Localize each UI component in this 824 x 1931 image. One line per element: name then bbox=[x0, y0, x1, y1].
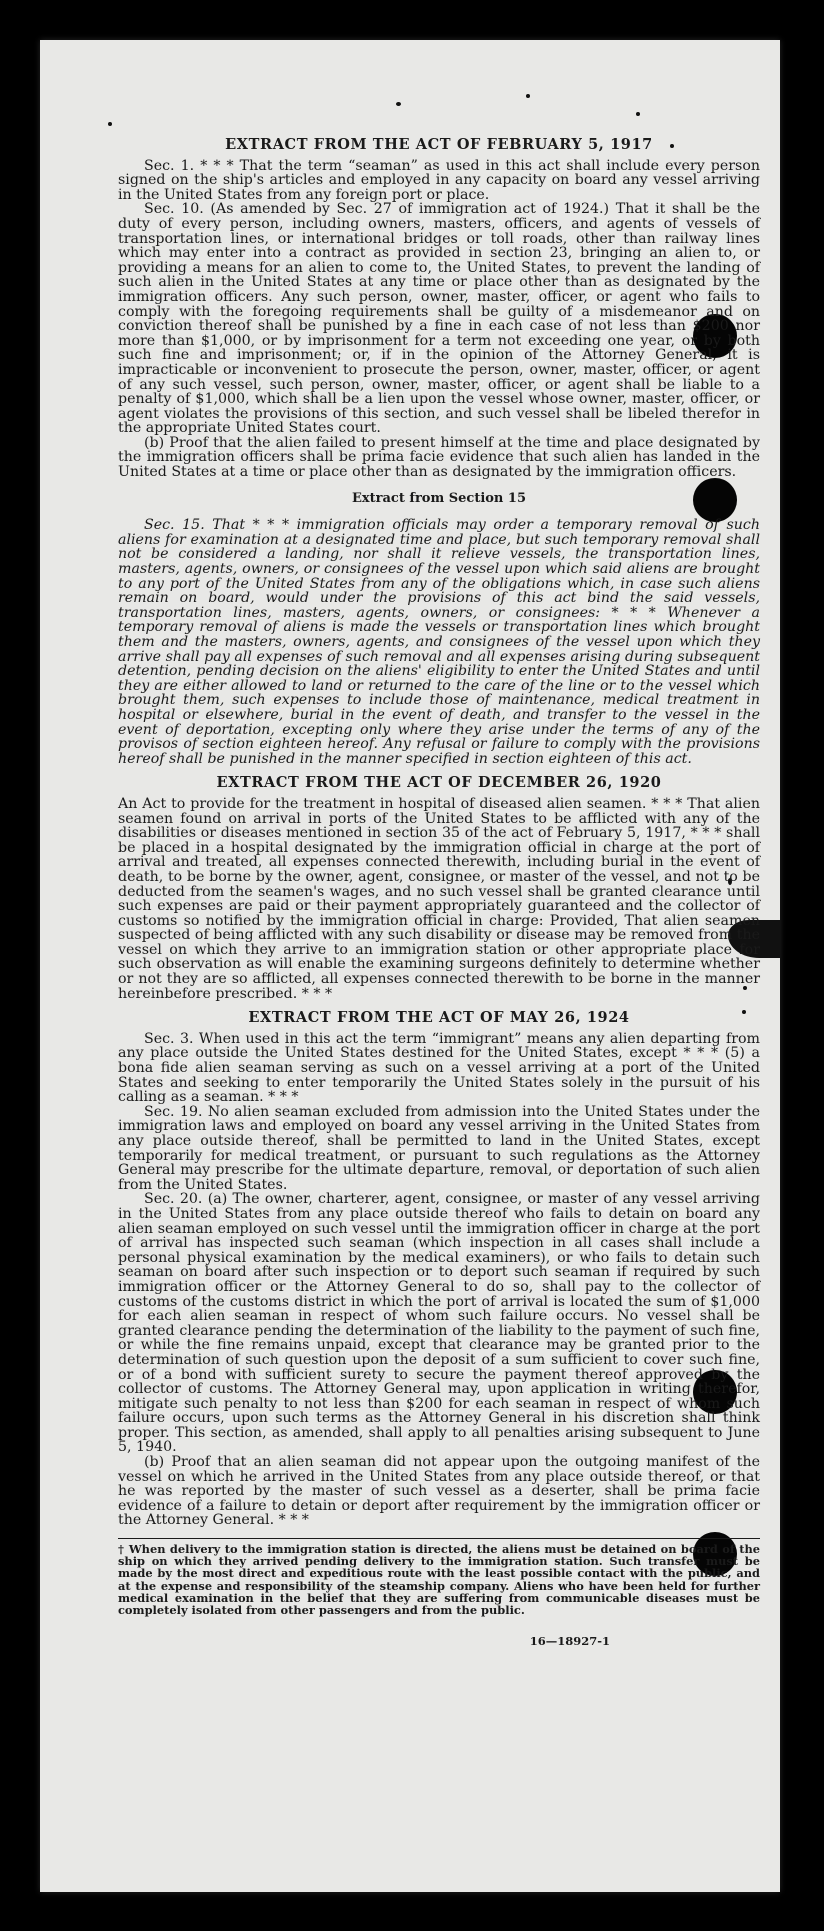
speck bbox=[396, 102, 401, 106]
sec-3-paragraph: Sec. 3. When used in this act the term “immigrant” means any alien departing from any place outside the United States destined for the United States, except * * * (5) a bona fide alien seaman serving as such on a vessel arriving at a port of the United States and seeking to enter temporarily the United States solely in the pursuit of his calling as a seaman. * * * bbox=[118, 1030, 760, 1106]
sec-1-paragraph: Sec. 1. * * * That the term “seaman” as used in this act shall include every person signed on the ship's articles and employed in any capacity on board any vessel arriving in the United States from any foreign port or place. bbox=[118, 157, 760, 203]
sec-15-paragraph: Sec. 15. That * * * immigration officials may order a temporary removal of such aliens for examination at a designated time and place, but such temporary removal shall not be considered a landing, nor shall it relieve vessels, the transportation lines, masters, agents, owners, or consignees of the vessel upon which said aliens are brought to any port of the United States from any of the obligations which, in case such aliens remain on board, would under the provisions of this act bind the said vessels, transportation lines, masters, agents, owners, or consignees: * * * Whenever a temporary removal of aliens is made the vessels or transportation lines which brought them and the masters, owners, agents, and consignees of the vessel upon which they arrive shall pay all expenses of such removal and all expenses arising during subsequent detention, pending decision on the aliens' eligibility to enter the United States and until they are either allowed to land or returned to the care of the line or to the vessel which brought them, such expenses to include those of maintenance, medical treatment in hospital or elsewhere, burial in the event of death, and transfer to the vessel in the event of deportation, excepting only where they arise under the terms of any of the provisos of section eighteen hereof. Any refusal or failure to comply with the provisions hereof shall be punished in the manner specified in section eighteen of this act. bbox=[118, 517, 760, 767]
document-page bbox=[40, 40, 780, 1892]
speck bbox=[108, 122, 112, 126]
document-body bbox=[118, 132, 760, 1649]
sec-20b-paragraph: (b) Proof that an alien seaman did not appear upon the outgoing manifest of the vessel on which he arrived in the United States from any place outside thereof, or that he was reported by the master of such vessel as a deserter, shall be prima facie evidence of a failure to detain or deport after requirement by the immigration officer or the Attorney General. * * * bbox=[118, 1454, 760, 1529]
heading-act-1920: EXTRACT FROM THE ACT OF DECEMBER 26, 1920 bbox=[216, 774, 662, 792]
heading-section-15: Extract from Section 15 bbox=[351, 490, 527, 506]
speck bbox=[636, 112, 640, 116]
act-1920-paragraph: An Act to provide for the treatment in hospital of diseased alien seamen. * * * That alien seamen found on arrival in ports of the United States to be afflicted with any of the disabilities or diseases mentioned in section 35 of the act of February 5, 1917, * * * shall be placed in a hospital designated by the immigration official in charge at the port of arrival and treated, all expenses connected therewith, including burial in the event of death, to be borne by the owner, agent, consignee, or master of the vessel, and not to be deducted from the seamen's wages, and no such vessel shall be granted clearance until such expenses are paid or their payment appropriately guaranteed and the collector of customs so notified by the immigration official in charge: Provided, That alien seamen suspected of being afflicted with any such disability or disease may be removed from the vessel on which they arrive to an immigration station or other appropriate place for such observation as will enable the examining surgeons definitely to determine whether or not they are so afflicted, all expenses connected therewith to be borne in the manner hereinbefore prescribed. * * * bbox=[118, 795, 760, 1002]
footnote-divider bbox=[118, 1538, 760, 1539]
sec-19-paragraph: Sec. 19. No alien seaman excluded from admission into the United States under the immigration laws and employed on board any vessel arriving in the United States from any place outside thereof, shall be permitted to land in the United States, except temporarily for medical treatment, or pursuant to such regulations as the Attorney General may prescribe for the ultimate departure, removal, or deportation of such alien from the United States. bbox=[118, 1103, 760, 1193]
footnote: † When delivery to the immigration station is directed, the aliens must be detained on board of the ship on which they arrived pending delivery to the immigration station. Such transfer must be made by the most direct and expeditious route with the least possible contact with the public, and at the expense and responsibility of the steamship company. Aliens who have been held for further medical examination in the belief that they are suffering from communicable diseases must be completely isolated from other passengers and from the public. bbox=[118, 1542, 760, 1618]
heading-act-1924: EXTRACT FROM THE ACT OF MAY 26, 1924 bbox=[248, 1009, 630, 1027]
sec-20a-paragraph: Sec. 20. (a) The owner, charterer, agent, consignee, or master of any vessel arriving in the United States from any place outside thereof who fails to detain on board any alien seaman employed on such vessel until the immigration officer in charge at the port of arrival has inspected such seaman (which inspection in all cases shall include a personal physical examination by the medical examiners), or who fails to detain such seaman on board after such inspection or to deport such seaman if required by such immigration officer or the Attorney General to do so, shall pay to the collector of customs of the customs district in which the port of arrival is located the sum of $1,000 for each alien seaman in respect of whom such failure occurs. No vessel shall be granted clearance pending the determination of the liability to the payment of such fine, or while the fine remains unpaid, except that clearance may be granted prior to the determination of such question upon the deposit of a sum sufficient to cover such fine, or of a bond with sufficient surety to secure the payment thereof approved by the collector of customs. The Attorney General may, upon application in writing therefor, mitigate such penalty to not less than $200 for each seaman in respect of whom such failure occurs, upon such terms as the Attorney General in his discretion shall think proper. This section, as amended, shall apply to all penalties arising subsequent to June 5, 1940. bbox=[118, 1191, 760, 1456]
form-code: 16—18927-1 bbox=[529, 1634, 610, 1649]
sec-10-paragraph: Sec. 10. (As amended by Sec. 27 of immigration act of 1924.) That it shall be the duty of every person, including owners, masters, officers, and agents of vessels of transportation lines, or international bridges or toll roads, other than railway lines which may enter into a contract as provided in section 23, bringing an alien to, or providing a means for an alien to come to, the United States, to prevent the landing of such alien in the United States at any time or place other than as designated by the immigration officers. Any such person, owner, master, officer, or agent who fails to comply with the foregoing requirements shall be guilty of a misdemeanor and on conviction thereof shall be punished by a fine in each case of not less than $200 nor more than $1,000, or by imprisonment for a term not exceeding one year, or by both such fine and imprisonment; or, if in the opinion of the Attorney General, it is impracticable or inconvenient to prosecute the person, owner, master, officer, or agent of any such vessel, such person, owner, master, officer, or agent shall be liable to a penalty of $1,000, which shall be a lien upon the vessel whose owner, master, officer, or agent violates the provisions of this section, and such vessel shall be libeled therefor in the appropriate United States court. bbox=[118, 201, 760, 437]
heading-act-1917: EXTRACT FROM THE ACT OF FEBRUARY 5, 1917 bbox=[225, 136, 653, 153]
speck bbox=[526, 94, 530, 98]
sec-10b-paragraph: (b) Proof that the alien failed to present himself at the time and place designated by the immigration officers shall be prima facie evidence that such alien has landed in the United States at a time or place other than as designated by the immigration officers. bbox=[118, 434, 760, 481]
